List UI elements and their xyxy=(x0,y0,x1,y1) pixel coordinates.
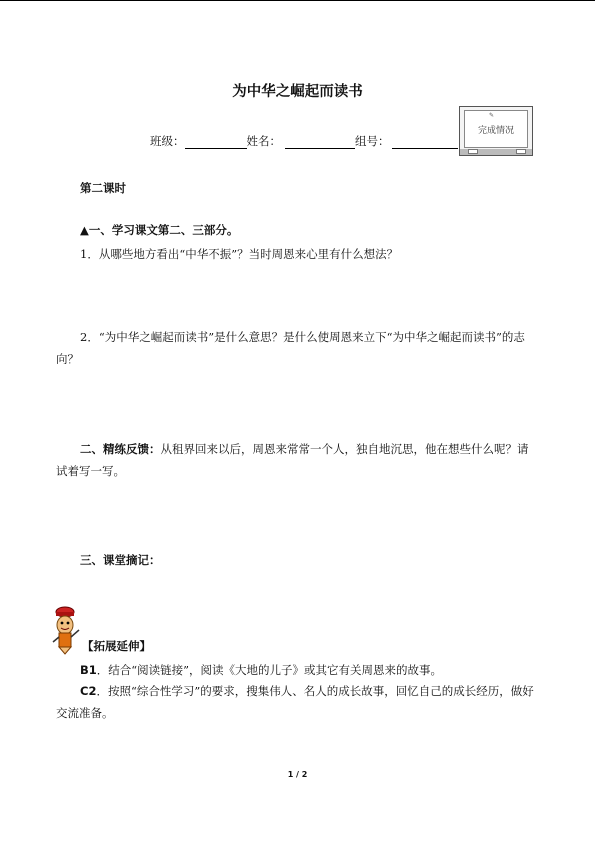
question-1: 1．从哪些地方看出“中华不振”？当时周恩来心里有什么想法？ xyxy=(80,247,399,261)
student-info-line xyxy=(150,133,458,149)
top-rule xyxy=(0,0,595,1)
b1-text: ．结合“阅读链接”，阅读《大地的儿子》或其它有关周恩来的故事。 xyxy=(96,663,443,677)
class-blank[interactable] xyxy=(185,136,247,149)
c2-text: ．按照“综合性学习”的要求，搜集伟人、名人的成长故事，回忆自己的成长经历，做好交流准备。 xyxy=(56,684,534,720)
group-label: 组号： xyxy=(355,134,390,148)
class-label: 班级： xyxy=(150,134,185,148)
lesson-label: 第二课时 xyxy=(80,181,126,195)
section2-paragraph xyxy=(56,438,534,482)
group-blank[interactable] xyxy=(392,136,458,149)
question-2: 2．“为中华之崛起而读书”是什么意思？是什么使周恩来立下“为中华之崛起而读书”的志向？ xyxy=(56,330,525,366)
cartoon-pencil-icon xyxy=(50,605,84,655)
extension-b1 xyxy=(80,662,442,678)
name-blank[interactable] xyxy=(285,136,355,149)
section2-text: 从租界回来以后，周恩来常常一个人，独自地沉思，他在想些什么呢？请试着写一写。 xyxy=(56,442,529,478)
page-title: 为中华之崛起而读书 xyxy=(232,84,363,100)
blackboard-icon: ✎ 完成情况 xyxy=(459,106,533,156)
name-label: 姓名： xyxy=(246,134,281,148)
completion-badge-text: 完成情况 xyxy=(477,126,514,136)
extension-heading: 【拓展延伸】 xyxy=(82,639,151,653)
section3-heading: 三、课堂摘记： xyxy=(80,553,161,567)
section2-heading: 二、精练反馈： xyxy=(80,442,161,456)
b1-label: B1 xyxy=(80,663,97,677)
extension-c2 xyxy=(56,680,534,724)
section1-heading: ▲一、学习课文第二、三部分。 xyxy=(80,223,239,237)
page-number: 1 / 2 xyxy=(287,770,308,779)
c2-label: C2 xyxy=(80,684,97,698)
